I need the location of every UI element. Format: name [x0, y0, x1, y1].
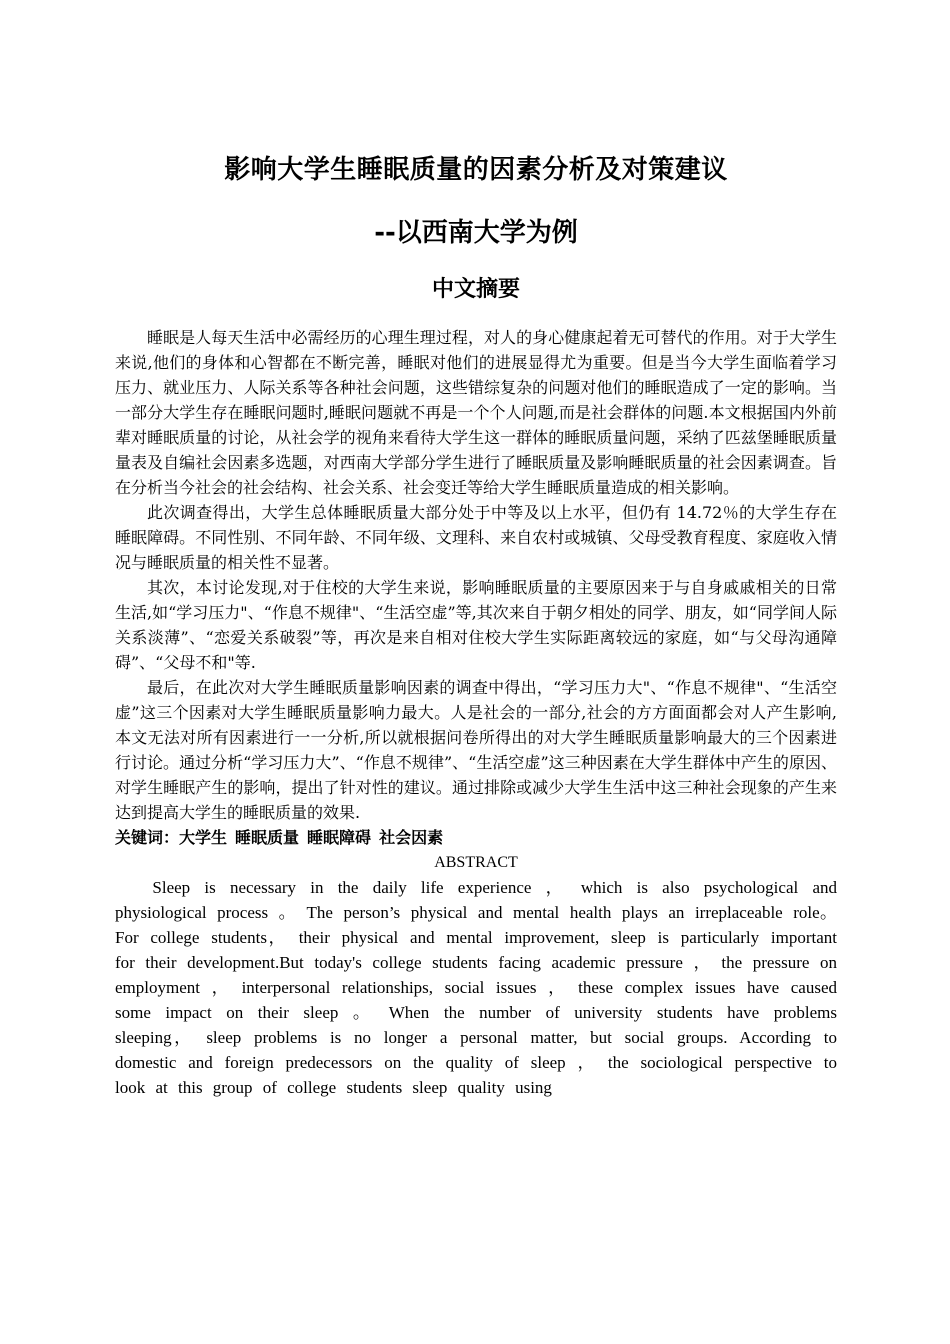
document-title: 影响大学生睡眠质量的因素分析及对策建议	[224, 155, 728, 185]
keywords-line	[115, 825, 837, 850]
keyword-item: 社会因素	[379, 828, 444, 847]
abstract-paragraph-3: 其次，本讨论发现,对于住校的大学生来说，影响睡眠质量的主要原因来于与自身戚戚相关的日常生活,如“学习压力"、“作息不规律"、“生活空虚”等,其次来自于朝夕相处的同学、朋友，如“同学间人际关系淡薄”、“恋爱关系破裂”等，再次是来自相对住校大学生实际距离较远的家庭，如“与父母沟通障碍”、“父母不和"等.	[115, 578, 837, 672]
abstract-paragraph-1: 睡眠是人每天生活中必需经历的心理生理过程，对人的身心健康起着无可替代的作用。对于大学生来说,他们的身体和心智都在不断完善，睡眠对他们的进展显得尤为重要。但是当今大学生面临着学习压力、就业压力、人际关系等各种社会问题，这些错综复杂的问题对他们的睡眠造成了一定的影响。当一部分大学生存在睡眠问题时,睡眠问题就不再是一个个人问题,而是社会群体的问题.本文根据国内外前辈对睡眠质量的讨论，从社会学的视角来看待大学生这一群体的睡眠质量问题，采纳了匹兹堡睡眠质量量表及自编社会因素多选题，对西南大学部分学生进行了睡眠质量及影响睡眠质量的社会因素调查。旨在分析当今社会的社会结构、社会关系、社会变迁等给大学生睡眠质量造成的相关影响。	[115, 328, 837, 497]
chinese-abstract-heading: 中文摘要	[431, 277, 520, 302]
english-abstract-heading: ABSTRACT	[434, 854, 518, 871]
keyword-item: 睡眠障碍	[307, 828, 372, 847]
keyword-item: 大学生	[179, 828, 228, 847]
keyword-item: 睡眠质量	[235, 828, 300, 847]
english-abstract-paragraph: Sleep is necessary in the daily life experience ， which is also psychological and physiological process 。 The person’s physical and mental health plays an irreplaceable role。 For college students， their physical and mental improvement, sleep is particularly important for their development.But today's college students facing academic pressure ， the pressure on employment ， interpersonal relationships, social issues ， these complex issues have caused some impact on their sleep 。 When the number of university students have problems sleeping， sleep problems is no longer a personal matter, but social groups. According to domestic and foreign predecessors on the quality of sleep ， the sociological perspective to look at this group of college students sleep quality using	[115, 878, 837, 1097]
abstract-paragraph-4: 最后，在此次对大学生睡眠质量影响因素的调查中得出，“学习压力大"、“作息不规律"、“生活空虚”这三个因素对大学生睡眠质量影响力最大。人是社会的一部分,社会的方方面面都会对人产生影响,本文无法对所有因素进行一一分析,所以就根据问卷所得出的对大学生睡眠质量影响最大的三个因素进行讨论。通过分析“学习压力大”、“作息不规律”、“生活空虚”这三种因素在大学生群体中产生的原因、对学生睡眠产生的影响，提出了针对性的建议。通过排除或减少大学生生活中这三种社会现象的产生来达到提高大学生的睡眠质量的效果.	[115, 678, 837, 822]
document-subtitle: --以西南大学为例	[374, 218, 578, 248]
abstract-paragraph-2: 此次调查得出，大学生总体睡眠质量大部分处于中等及以上水平，但仍有 14.72％的大学生存在睡眠障碍。不同性别、不同年龄、不同年级、文理科、来自农村或城镇、父母受教育程度、家庭收入情况与睡眠质量的相关性不显著。	[115, 503, 837, 572]
keywords-label: 关键词：	[115, 828, 180, 847]
document-page	[115, 150, 837, 1100]
